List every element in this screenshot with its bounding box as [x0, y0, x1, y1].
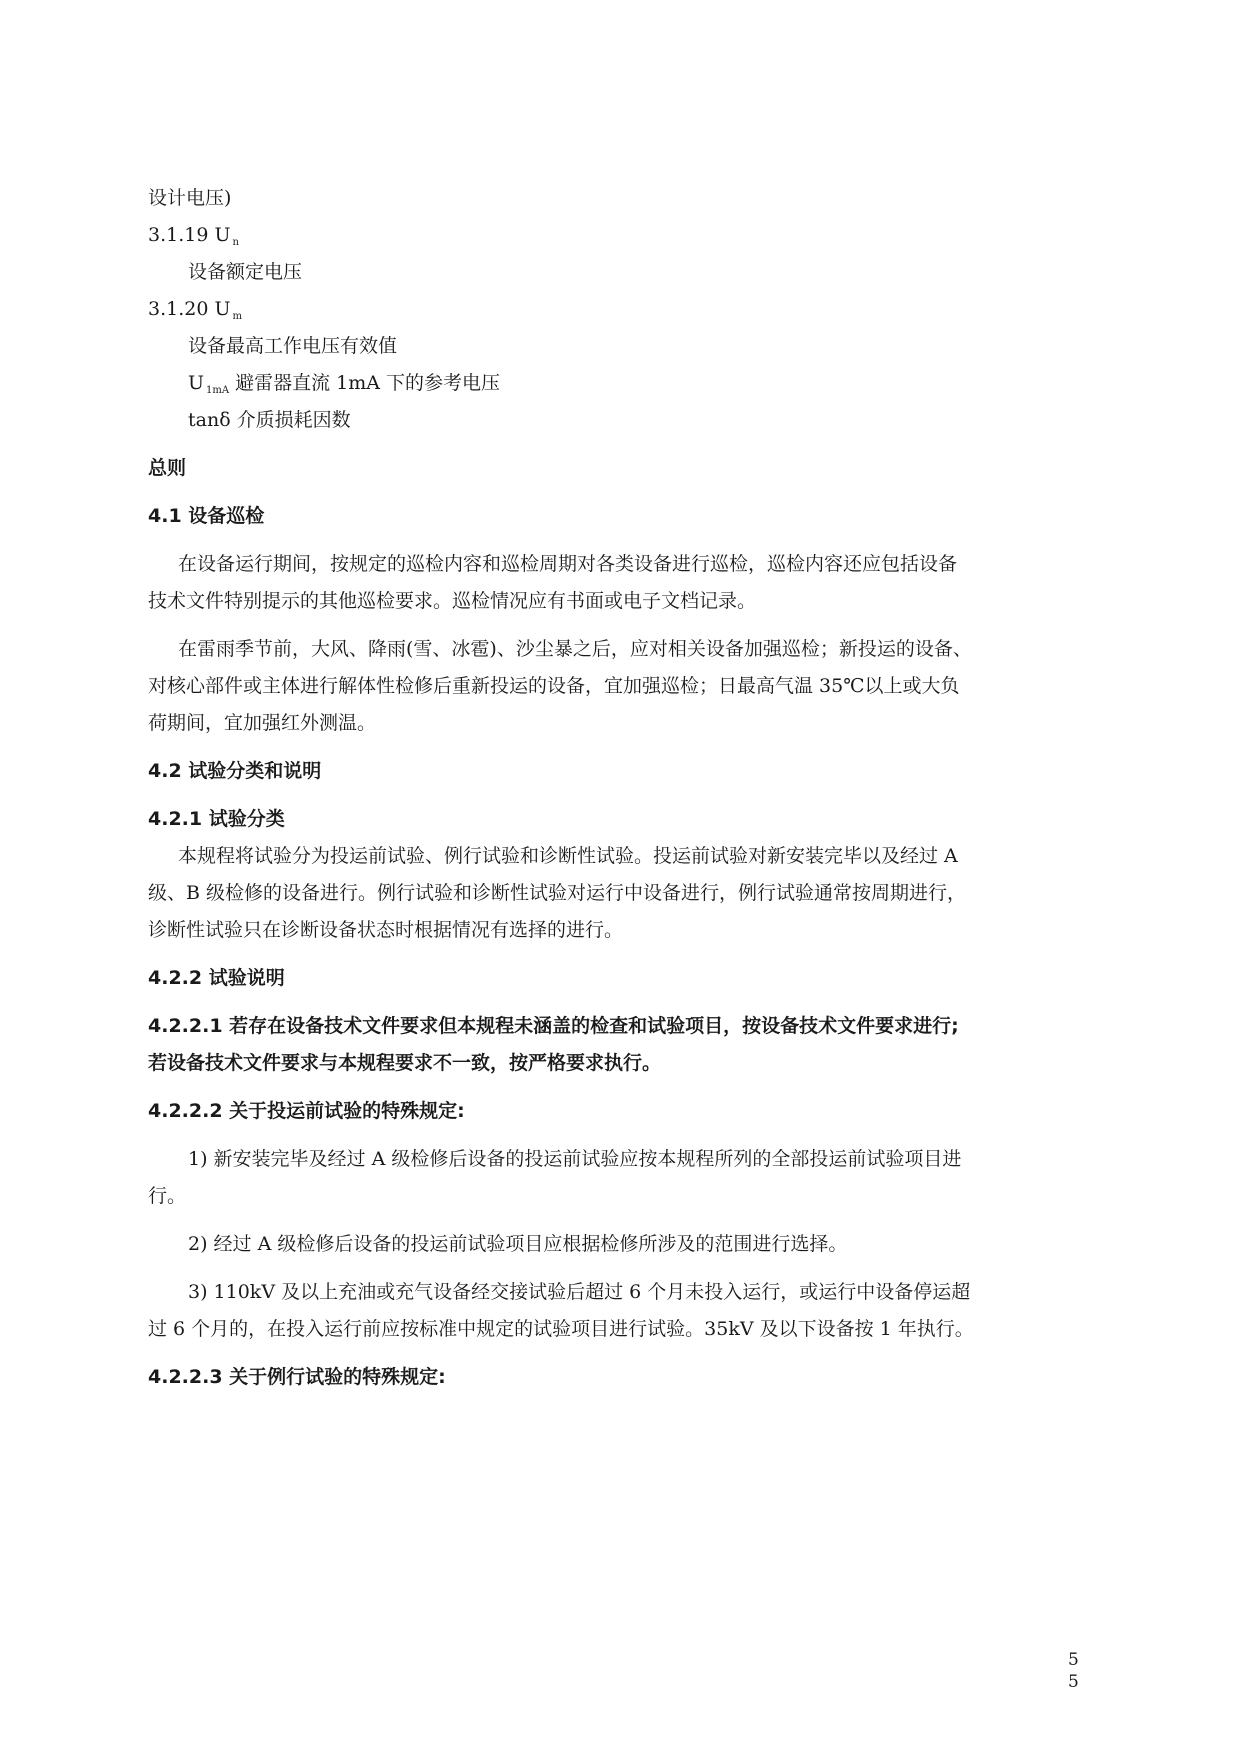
paragraph-line: 级、B 级检修的设备进行。例行试验和诊断性试验对运行中设备进行，例行试验通常按周期进行， — [148, 882, 967, 904]
list-item-line: 过 6 个月的，在投入运行前应按标准中规定的试验项目进行试验。35kV 及以下设备按 1 年执行。 — [148, 1318, 974, 1340]
paragraph-line: 在设备运行期间，按规定的巡检内容和巡检周期对各类设备进行巡检，巡检内容还应包括设备 — [178, 553, 958, 575]
subsection-heading: 4.2.2.2 关于投运前试验的特殊规定: — [148, 1100, 465, 1122]
clause-number: 3.1.20 U — [148, 298, 231, 320]
section-heading: 4.1 设备巡检 — [148, 505, 265, 527]
subscript: m — [232, 311, 242, 322]
clause-heading — [148, 222, 239, 256]
symbol: U — [188, 372, 205, 394]
definition-text: 设备最高工作电压有效值 — [188, 335, 398, 357]
clause-heading — [148, 296, 242, 330]
symbol-definition — [188, 370, 500, 404]
paragraph-line: 技术文件特别提示的其他巡检要求。巡检情况应有书面或电子文档记录。 — [148, 590, 757, 612]
paragraph-line: 荷期间，宜加强红外测温。 — [148, 712, 377, 734]
page-number: 5 — [1068, 1650, 1079, 1670]
page-number: 5 — [1068, 1672, 1079, 1692]
symbol-description: 避雷器直流 1mA 下的参考电压 — [229, 372, 501, 394]
subsection-heading: 4.2.2.3 关于例行试验的特殊规定: — [148, 1366, 446, 1388]
section-heading: 4.2 试验分类和说明 — [148, 760, 322, 782]
paragraph-line: 对核心部件或主体进行解体性检修后重新投运的设备，宜加强巡检；日最高气温 35℃以上或大负 — [148, 675, 960, 697]
list-item-line: 2) 经过 A 级检修后设备的投运前试验项目应根据检修所涉及的范围进行选择。 — [188, 1233, 848, 1255]
clause-number: 3.1.19 U — [148, 224, 231, 246]
symbol-definition: tanδ 介质损耗因数 — [188, 409, 351, 431]
subsection-heading: 4.2.1 试验分类 — [148, 808, 285, 830]
section-heading: 总则 — [148, 457, 187, 479]
paragraph-line: 诊断性试验只在诊断设备状态时根据情况有选择的进行。 — [148, 919, 624, 941]
bold-clause-line: 若设备技术文件要求与本规程要求不一致，按严格要求执行。 — [148, 1052, 662, 1074]
list-item-line: 行。 — [148, 1185, 187, 1207]
subscript: 1mA — [206, 385, 230, 396]
list-item-line: 3) 110kV 及以上充油或充气设备经交接试验后超过 6 个月未投入运行，或运行中设备停运超 — [188, 1281, 971, 1303]
definition-text: 设备额定电压 — [188, 261, 303, 283]
paragraph-line: 在雷雨季节前，大风、降雨(雪、冰雹)、沙尘暴之后，应对相关设备加强巡检；新投运的设备、 — [178, 638, 972, 660]
list-item-line: 1) 新安装完毕及经过 A 级检修后设备的投运前试验应按本规程所列的全部投运前试验项目进 — [188, 1148, 962, 1170]
text-line: 设计电压) — [148, 187, 232, 209]
paragraph-line: 本规程将试验分为投运前试验、例行试验和诊断性试验。投运前试验对新安装完毕以及经过 A — [178, 845, 958, 867]
subscript: n — [232, 237, 239, 248]
bold-clause-line: 4.2.2.1 若存在设备技术文件要求但本规程未涵盖的检查和试验项目，按设备技术文件要求进行; — [148, 1015, 959, 1037]
subsection-heading: 4.2.2 试验说明 — [148, 967, 285, 989]
